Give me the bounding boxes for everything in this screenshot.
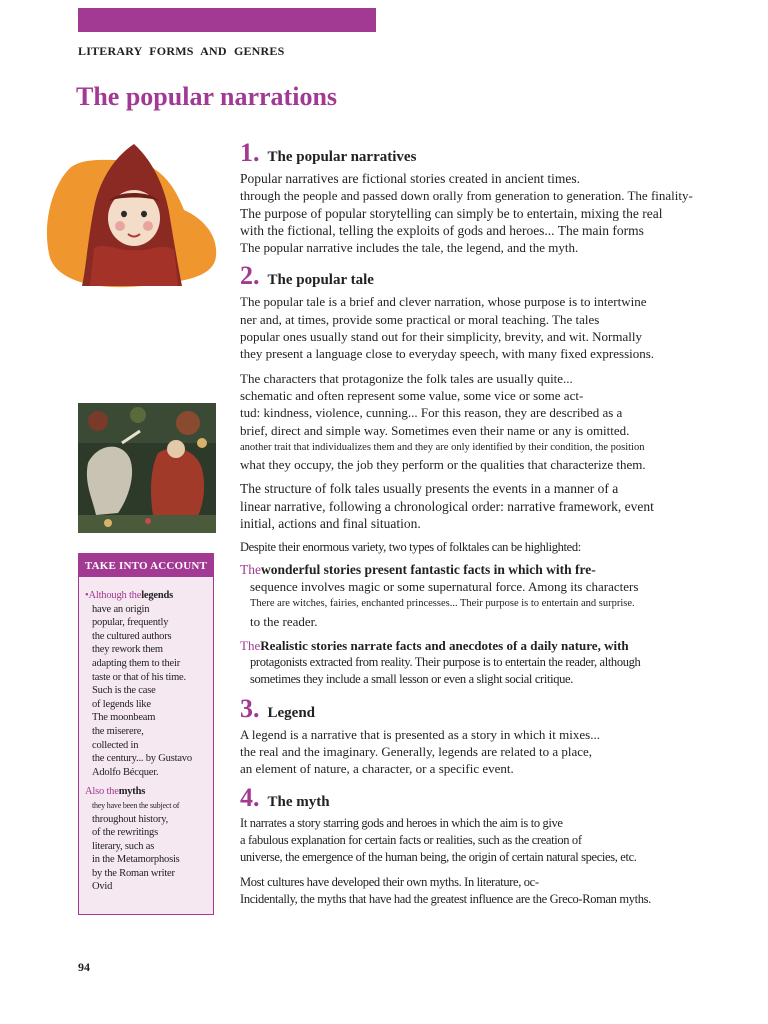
sidebar-lead: •Although the bbox=[85, 590, 142, 601]
item-lead: The bbox=[240, 637, 261, 653]
section-2-paragraph-3 bbox=[240, 480, 706, 532]
text-line: The popular tale is a brief and clever narration, whose purpose is to intertwine bbox=[240, 294, 647, 310]
section-1-body bbox=[240, 170, 706, 256]
text-line: The characters that protagonize the folk tales are usually quite... bbox=[240, 370, 573, 386]
section-4-paragraph-1 bbox=[240, 815, 706, 867]
sidebar-line: collected in bbox=[92, 739, 139, 751]
wonderful-stories-item bbox=[240, 561, 706, 630]
sidebar-line: they rework them bbox=[92, 644, 163, 656]
sidebar-line: the century... by Gustavo bbox=[92, 753, 192, 765]
section-number: 3. bbox=[240, 693, 260, 723]
text-line: Incidentally, the myths that have had the greatest influence are the Greco-Roman myths. bbox=[240, 891, 651, 906]
text-line: popular ones usually stand out for their simplicity, brevity, and wit. Normally bbox=[240, 329, 642, 345]
text-line: The purpose of popular storytelling can simply be to entertain, mixing the real bbox=[240, 205, 663, 221]
text-line: brief, direct and simple way. Sometimes even their name or any is omitted. bbox=[240, 422, 630, 438]
section-number: 4. bbox=[240, 782, 260, 812]
text-line: It narrates a story starring gods and heroes in which the aim is to give bbox=[240, 815, 563, 830]
item-bold: wonderful stories present fantastic facts in which with fre- bbox=[261, 561, 596, 577]
page-title: The popular narrations bbox=[76, 82, 338, 111]
section-header-label: LITERARY FORMS AND GENRES bbox=[78, 44, 285, 58]
section-4-heading bbox=[240, 782, 706, 812]
sidebar-line: popular, frequently bbox=[92, 617, 169, 629]
text-line: with the fictional, telling the exploits of gods and heroes... The main forms bbox=[240, 222, 644, 238]
section-number: 1. bbox=[240, 138, 260, 167]
text-line: through the people and passed down orally from generation to generation. The finality- bbox=[240, 188, 693, 204]
page-number: 94 bbox=[78, 960, 90, 974]
sidebar-line: The moonbeam bbox=[92, 712, 156, 724]
top-accent-bar bbox=[78, 8, 376, 32]
sidebar-line: literary, such as bbox=[92, 840, 155, 852]
text-line: another trait that individualizes them and they are only identified by their condition, the position bbox=[240, 441, 645, 453]
text-line: sequence involves magic or some supernatural force. Among its characters bbox=[250, 578, 639, 594]
sidebar-bold: myths bbox=[118, 786, 146, 798]
sidebar-bold: legends bbox=[141, 590, 174, 601]
sidebar-line: the cultured authors bbox=[92, 630, 172, 642]
text-line: Despite their enormous variety, two types of folktales can be highlighted: bbox=[240, 540, 581, 555]
text-line: The structure of folk tales usually presents the events in a manner of a bbox=[240, 481, 619, 497]
section-2-paragraph-2 bbox=[240, 370, 706, 474]
item-bold: Realistic stories narrate facts and anecdotes of a daily nature, with bbox=[260, 637, 629, 653]
section-4-paragraph-2 bbox=[240, 874, 706, 909]
text-line: what they occupy, the job they perform or the qualities that characterize them. bbox=[240, 457, 646, 473]
text-line bbox=[240, 637, 706, 654]
sidebar-line: taste or that of his time. bbox=[92, 671, 186, 683]
sidebar-line: have an origin bbox=[92, 603, 150, 615]
text-line bbox=[240, 561, 706, 578]
section-3-body bbox=[240, 726, 706, 778]
sidebar-line: Ovid bbox=[92, 881, 113, 893]
sidebar-line: throughout history, bbox=[92, 813, 169, 825]
main-content bbox=[240, 140, 706, 915]
sidebar-line: they have been the subject of bbox=[92, 800, 180, 810]
text-line: The popular narrative includes the tale, the legend, and the myth. bbox=[240, 240, 579, 256]
text-line: the real and the imaginary. Generally, legends are related to a place, bbox=[240, 744, 593, 760]
sidebar-line bbox=[85, 589, 207, 603]
sidebar-body bbox=[79, 577, 213, 894]
text-line: linear narrative, following a chronological order: narrative framework, event bbox=[240, 498, 654, 514]
section-title: The popular tale bbox=[267, 272, 374, 289]
text-line: There are witches, fairies, enchanted princesses... Their purpose is to entertain and surprise. bbox=[250, 598, 635, 610]
tapestry-image bbox=[78, 403, 216, 533]
text-line: they present a language close to everyday speech, with many fixed expressions. bbox=[240, 346, 655, 362]
take-into-account-box bbox=[78, 553, 214, 915]
sidebar-line: of the rewritings bbox=[92, 827, 158, 839]
realistic-stories-item bbox=[240, 637, 706, 689]
section-title: The myth bbox=[267, 793, 330, 810]
sidebar-header: TAKE INTO ACCOUNT bbox=[79, 554, 213, 577]
sidebar-line: Such is the case bbox=[92, 685, 156, 697]
section-2-paragraph-4 bbox=[240, 539, 706, 556]
text-line: universe, the emergence of the human being, the origin of certain natural species, etc. bbox=[240, 850, 637, 865]
text-line: protagonists extracted from reality. Their purpose is to entertain the reader, although bbox=[250, 655, 641, 670]
sidebar-line: of legends like bbox=[92, 698, 151, 710]
text-line: ner and, at times, provide some practical or moral teaching. The tales bbox=[240, 311, 600, 327]
text-line: to the reader. bbox=[250, 613, 318, 629]
sidebar-line: in the Metamorphosis bbox=[92, 854, 180, 866]
text-line: an element of nature, a character, or a specific event. bbox=[240, 761, 514, 777]
section-2-heading bbox=[240, 263, 706, 289]
section-3-heading bbox=[240, 693, 706, 723]
sidebar-line: adapting them to their bbox=[92, 657, 181, 669]
section-1-heading bbox=[240, 140, 706, 166]
text-line: initial, actions and final situation. bbox=[240, 516, 421, 532]
text-line: sometimes they include a small lesson or even a slight social critique. bbox=[250, 672, 573, 687]
sidebar-lead: Also the bbox=[85, 786, 119, 798]
section-title: The popular narratives bbox=[267, 149, 417, 165]
sidebar-line bbox=[85, 785, 207, 799]
section-2-paragraph-1 bbox=[240, 293, 706, 362]
text-line: tud: kindness, violence, cunning... For this reason, they are described as a bbox=[240, 405, 623, 421]
sidebar-line: Adolfo Bécquer. bbox=[92, 766, 159, 778]
text-line: schematic and often represent some value, some vice or some act- bbox=[240, 387, 584, 403]
text-line: Popular narratives are fictional stories created in ancient times. bbox=[240, 171, 580, 186]
section-number: 2. bbox=[240, 261, 260, 291]
text-line: a fabulous explanation for certain facts or realities, such as the creation of bbox=[240, 832, 582, 847]
text-line: A legend is a narrative that is presented as a story in which it mixes... bbox=[240, 726, 600, 742]
sidebar-line: the miserere, bbox=[92, 725, 144, 737]
section-title: Legend bbox=[267, 704, 316, 721]
text-line: Most cultures have developed their own myths. In literature, oc- bbox=[240, 874, 539, 889]
item-lead: The bbox=[240, 561, 261, 577]
hooded-character-illustration bbox=[42, 138, 218, 290]
sidebar-line: by the Roman writer bbox=[92, 867, 175, 879]
